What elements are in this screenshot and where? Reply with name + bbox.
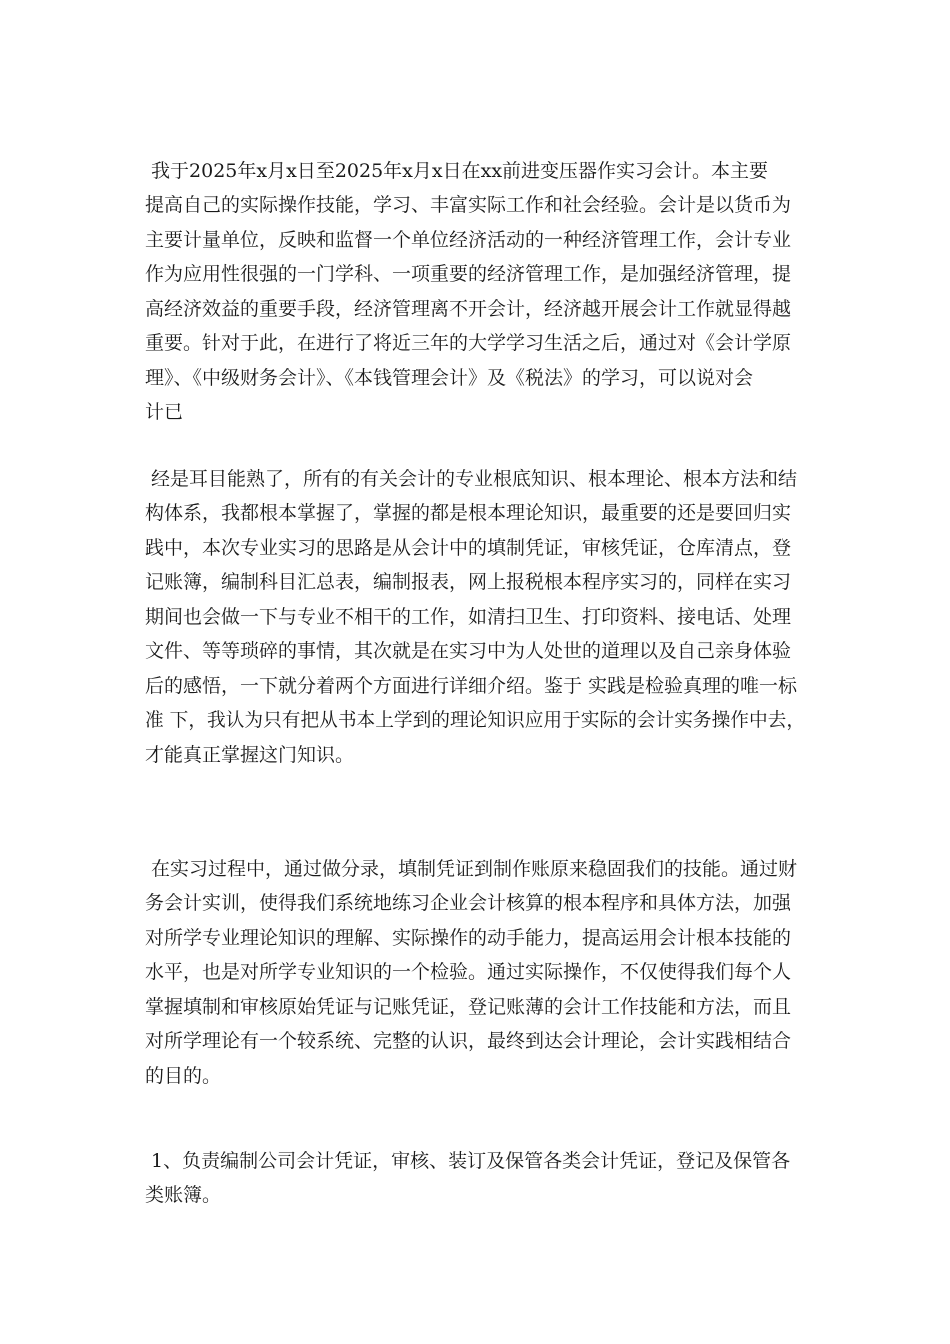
text-line: 务会计实训，使得我们系统地练习企业会计核算的根本程序和具体方法，加强 (145, 892, 792, 914)
text-line: 才能真正掌握这门知识。 (145, 744, 355, 766)
text-line: 掌握填制和审核原始凭证与记账凭证，登记账薄的会计工作技能和方法，而且 (145, 996, 792, 1018)
text-line: 对所学理论有一个较系统、完整的认识，最终到达会计理论，会计实践相结合 (145, 1030, 792, 1052)
text-line: 对所学专业理论知识的理解、实际操作的动手能力，提高运用会计根本技能的 (145, 927, 792, 949)
text-line: 文件、等等琐碎的事情，其次就是在实习中为人处世的道理以及自己亲身体验 (145, 640, 792, 662)
text-line: 我于2025年x月x日至2025年x月x日在xx前进变压器作实习会计。本主要 (145, 160, 769, 182)
text-line: 提高自己的实际操作技能，学习、丰富实际工作和社会经验。会计是以货币为 (145, 194, 792, 216)
text-line: 践中，本次专业实习的思路是从会计中的填制凭证，审核凭证，仓库清点，登 (145, 537, 792, 559)
text-line: 构体系，我都根本掌握了，掌握的都是根本理论知识，最重要的还是要回归实 (145, 502, 792, 524)
text-line: 1、负责编制公司会计凭证，审核、装订及保管各类会计凭证，登记及保管各 (145, 1150, 791, 1172)
text-line: 在实习过程中，通过做分录，填制凭证到制作账原来稳固我们的技能。通过财 (145, 858, 798, 880)
text-line: 的目的。 (145, 1065, 222, 1087)
text-line: 理》、《中级财务会计》、《本钱管理会计》及《税法》的学习，可以说对会 (145, 367, 754, 389)
text-line: 类账簿。 (145, 1184, 222, 1206)
text-line: 计已 (145, 401, 184, 423)
text-line: 记账簿，编制科目汇总表，编制报表，网上报税根本程序实习的，同样在实习 (145, 571, 792, 593)
text-line: 经是耳目能熟了，所有的有关会计的专业根底知识、根本理论、根本方法和结 (145, 468, 798, 490)
text-line: 期间也会做一下与专业不相干的工作，如清扫卫生、打印资料、接电话、处理 (145, 606, 792, 628)
text-line: 高经济效益的重要手段，经济管理离不开会计，经济越开展会计工作就显得越 (145, 298, 792, 320)
text-line: 作为应用性很强的一门学科、一项重要的经济管理工作，是加强经济管理，提 (145, 263, 792, 285)
text-line: 主要计量单位，反映和监督一个单位经济活动的一种经济管理工作，会计专业 (145, 229, 792, 251)
text-line: 准 下，我认为只有把从书本上学到的理论知识应用于实际的会计实务操作中去， (145, 709, 806, 731)
text-line: 重要。针对于此，在进行了将近三年的大学学习生活之后，通过对《会计学原 (145, 332, 792, 354)
text-line: 水平，也是对所学专业知识的一个检验。通过实际操作，不仅使得我们每个人 (145, 961, 792, 983)
text-line: 后的感悟，一下就分着两个方面进行详细介绍。鉴于 实践是检验真理的唯一标 (145, 675, 798, 697)
